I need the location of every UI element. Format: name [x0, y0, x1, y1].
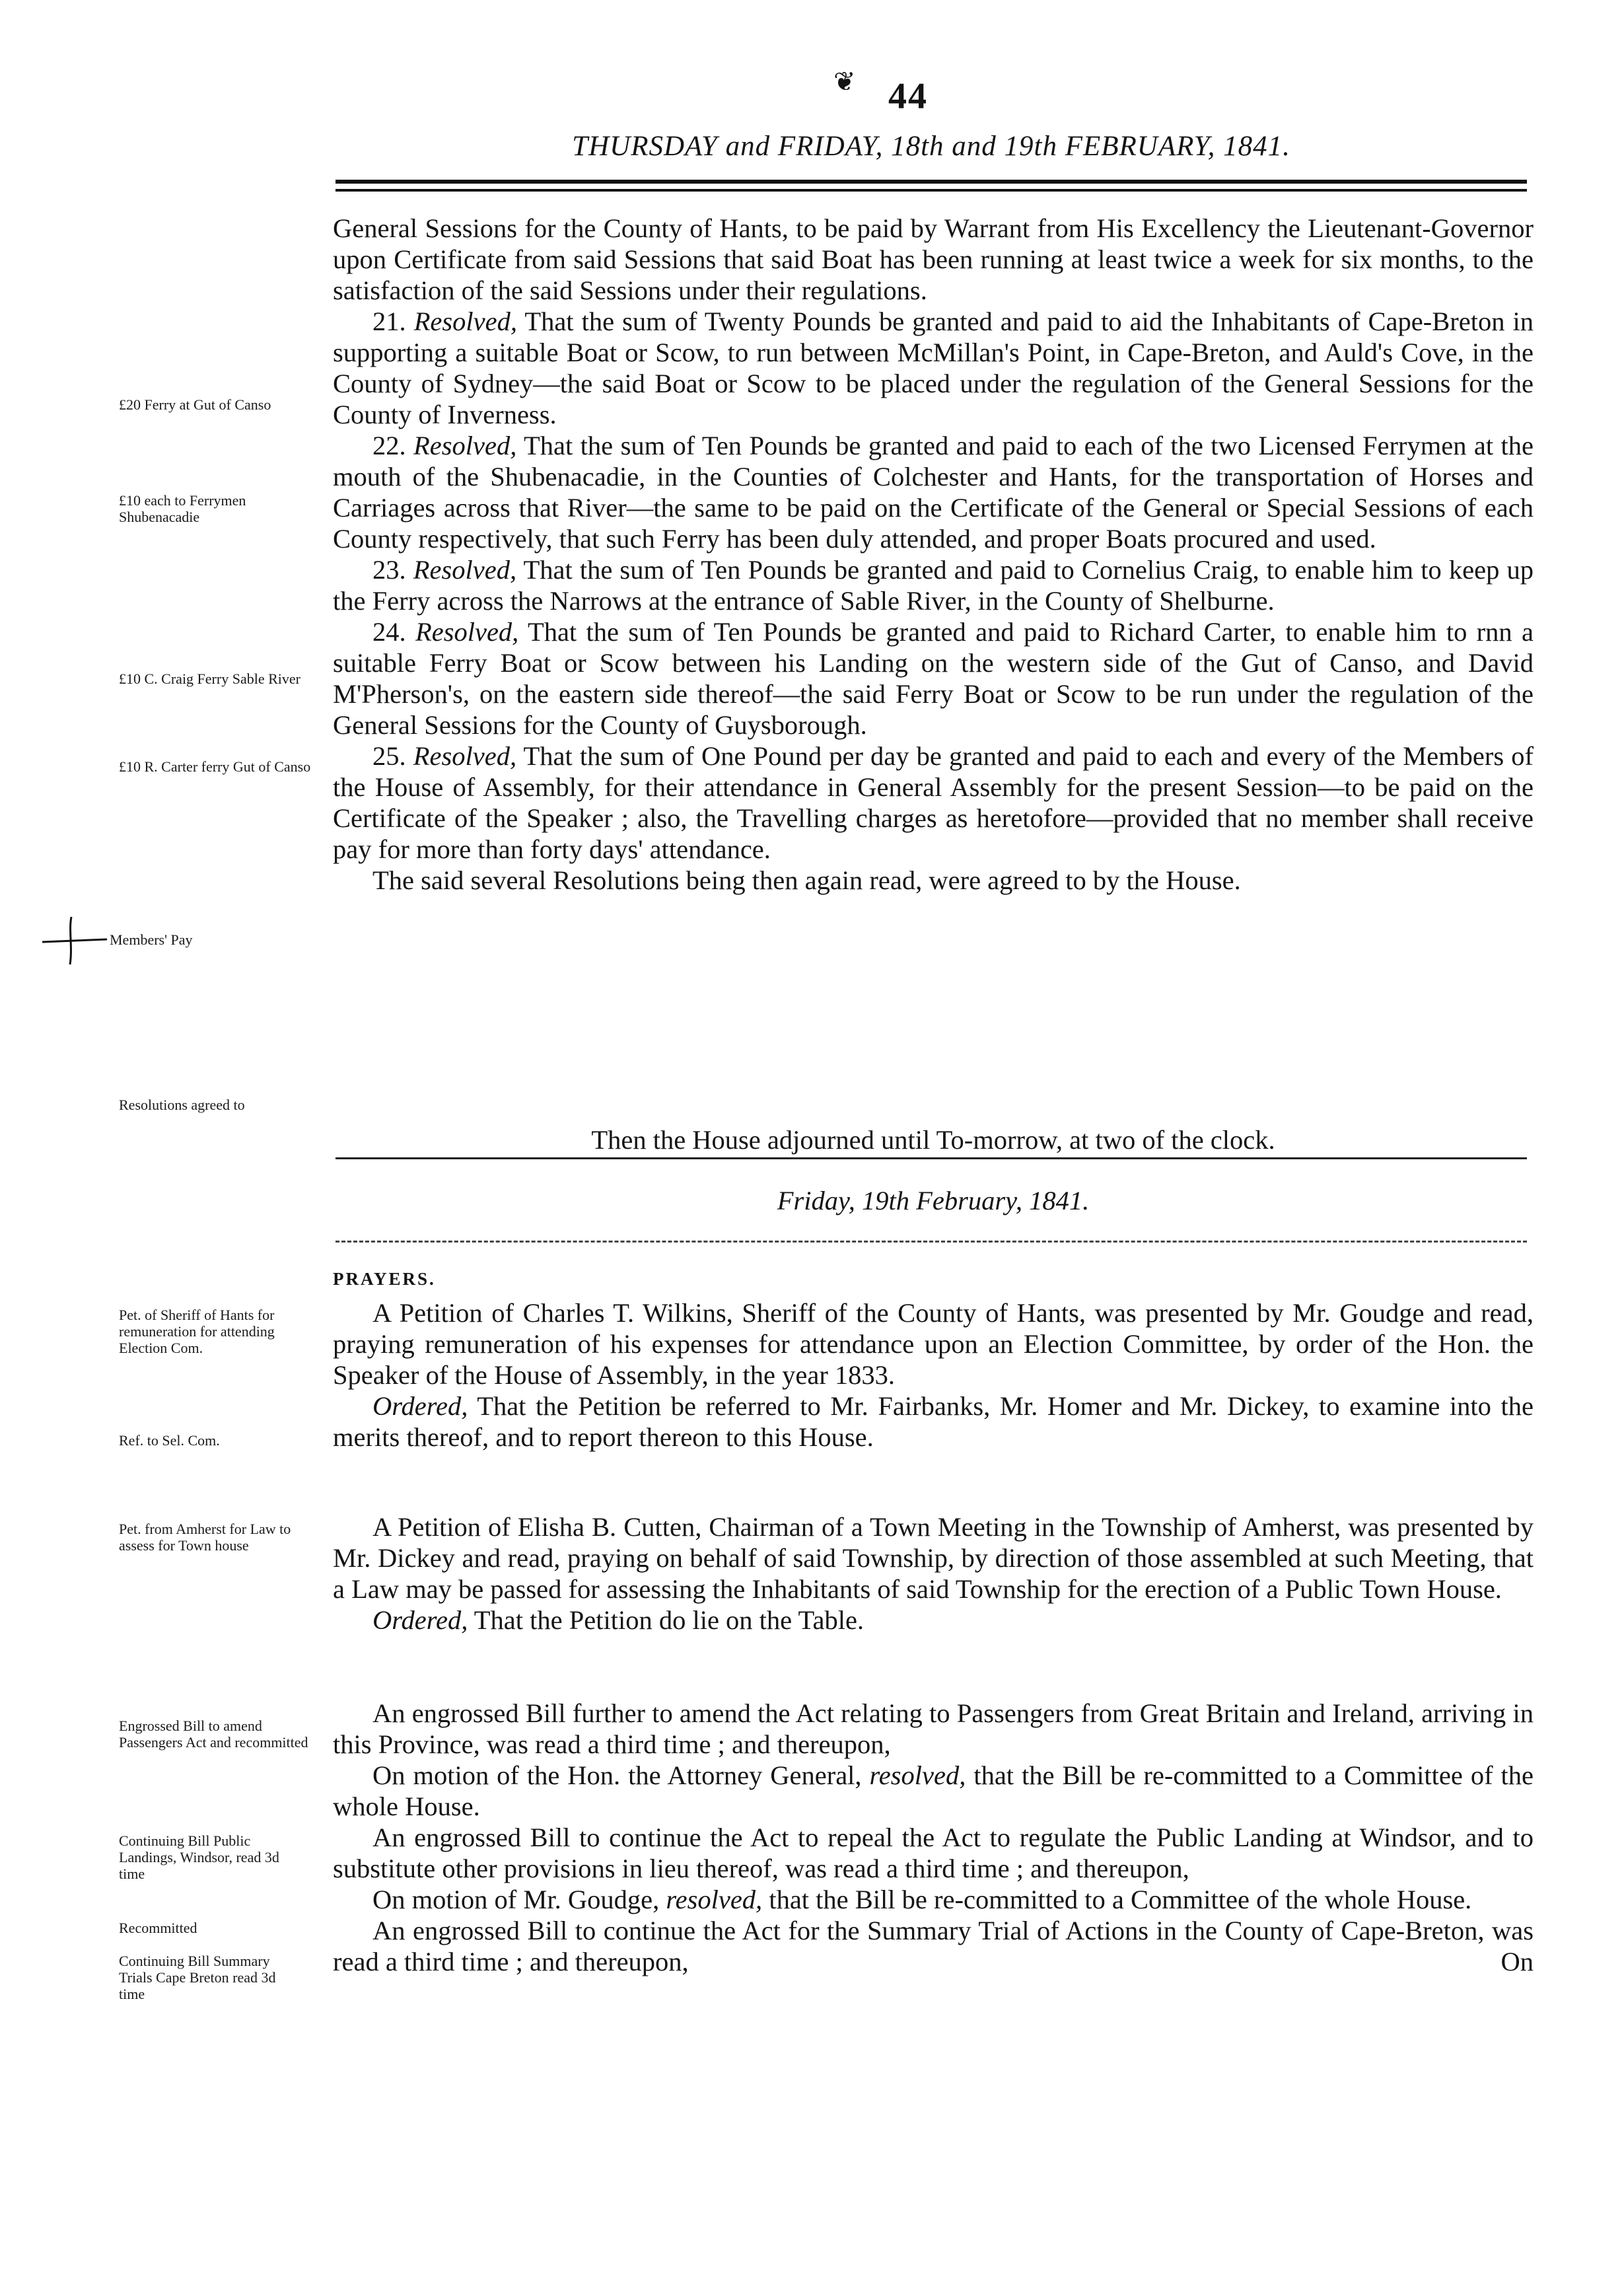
motion-passengers	[333, 1760, 1534, 1822]
ordered-word: Ordered,	[372, 1605, 468, 1635]
motion-text: On motion of the Hon. the Attorney General,	[372, 1760, 862, 1790]
ordered-table	[333, 1605, 1534, 1636]
margin-note-engrossed: Engrossed Bill to amend Passengers Act and recommitted	[119, 1717, 308, 1751]
page-number: 44	[888, 76, 928, 117]
resolutions-block	[333, 213, 1534, 896]
resolved-word: resolved,	[666, 1885, 763, 1914]
resolved-word: Resolved,	[413, 555, 517, 585]
resolved-word: Resolved,	[413, 431, 517, 460]
resolved-word: resolved,	[869, 1760, 966, 1790]
motion-text: that the Bill be re-committed to a Committee of the whole House.	[769, 1885, 1472, 1914]
ordered-text: That the Petition be referred to Mr. Fairbanks, Mr. Homer and Mr. Dickey, to examine into the merits thereof, and to report thereon to this House.	[333, 1391, 1534, 1452]
resolution-text: That the sum of Twenty Pounds be granted and paid to aid the Inhabitants of Cape-Breton in supporting a suitable Boat or Scow, to run between McMillan's Point, in Cape-Breton, and Auld's Cove, in the County of Sydney—the said Boat or Scow to be placed under the regulation of the General Sessions for the County of Inverness.	[333, 307, 1534, 429]
margin-note-recommitted: Recommitted	[119, 1920, 197, 1936]
friday-block-bills	[333, 1698, 1534, 1977]
resolution-text: That the sum of Ten Pounds be granted and paid to each of the two Licensed Ferrymen at the mouth of the Shubenacadie, in the Counties of Colchester and Hants, for the transportation of Horses and Carriages across that River—the same to be paid on the Certificate of the General or Special Sessions of each County respectively, that such Ferry has been duly attended, and proper Boats procured and used.	[333, 431, 1534, 554]
resolution-number: 24.	[372, 617, 406, 647]
margin-note-windsor: Continuing Bill Public Landings, Windsor, read 3d time	[119, 1832, 279, 1882]
petition-wilkins: A Petition of Charles T. Wilkins, Sheriff of the County of Hants, was presented by Mr. Goudge and read, praying remuneration of his expenses for attendance upon an Election Committee, by order of the Hon. the Speaker of the House of Assembly, in the year 1833.	[333, 1298, 1534, 1390]
resolution-number: 22.	[372, 431, 406, 460]
resolution-21	[333, 306, 1534, 430]
header-rule	[335, 180, 1527, 184]
prayers-heading: PRAYERS.	[333, 1269, 436, 1289]
ordered-referral	[333, 1391, 1534, 1453]
bill-capebreton	[333, 1915, 1534, 1977]
resolution-number: 25.	[372, 741, 406, 771]
friday-block-amherst	[333, 1511, 1534, 1636]
ordered-text: That the Petition do lie on the Table.	[474, 1605, 865, 1635]
bill-text: An engrossed Bill to continue the Act for the Summary Trial of Actions in the County of Cape-Breton, was read a third time ; and thereupon,	[333, 1916, 1534, 1976]
adjournment-line: Then the House adjourned until To-morrow, at two of the clock.	[591, 1125, 1275, 1155]
resolved-word: Resolved,	[415, 617, 519, 647]
bill-passengers: An engrossed Bill further to amend the Act relating to Passengers from Great Britain and Ireland, arriving in this Province, was read a third time ; and thereupon,	[333, 1698, 1534, 1759]
petition-cutten: A Petition of Elisha B. Cutten, Chairman of a Town Meeting in the Township of Amherst, was presented by Mr. Dickey and read, praying on behalf of said Township, by direction of those assembled at such Meeting, that a Law may be passed for assessing the Inhabitants of said Township for the erection of a Public Town House.	[333, 1512, 1534, 1604]
resolution-number: 21.	[372, 307, 406, 336]
header-rule-secondary	[335, 189, 1527, 192]
resolution-24	[333, 616, 1534, 741]
resolved-word: Resolved,	[413, 307, 517, 336]
resolution-text: That the sum of Ten Pounds be granted and paid to Richard Carter, to enable him to rnn a suitable Ferry Boat or Scow between his Landing on the western side of the Gut of Canso, and David M'Pherson's, on the eastern side thereof—the said Ferry Boat or Scow to be run under the regulation of the General Sessions for the County of Guysborough.	[333, 617, 1534, 740]
resolution-22	[333, 430, 1534, 554]
margin-note-carter: £10 R. Carter ferry Gut of Canso	[119, 758, 311, 775]
margin-note-shubenacadie: £10 each to Ferrymen Shubenacadie	[119, 492, 246, 525]
resolution-text: That the sum of One Pound per day be granted and paid to each and every of the Members of the House of Assembly, for their attendance in General Assembly for the present Session—to be paid on the Certificate of the Speaker ; also, the Travelling charges as heretofore—provided that no member shall receive pay for more than forty days' attendance.	[333, 741, 1534, 864]
cross-mark-icon	[38, 914, 110, 967]
catchword: On	[1500, 1947, 1534, 1976]
margin-note-canso-ferry: £20 Ferry at Gut of Canso	[119, 396, 271, 413]
ordered-word: Ordered,	[372, 1391, 468, 1421]
margin-note-amherst: Pet. from Amherst for Law to assess for Town house	[119, 1521, 291, 1554]
resolution-number: 23.	[372, 555, 406, 585]
motion-text: On motion of Mr. Goudge,	[372, 1885, 660, 1914]
motion-text: that the Bill be re-committed to a Committee of the whole House.	[333, 1760, 1534, 1821]
resolution-text: That the sum of Ten Pounds be granted and paid to Cornelius Craig, to enable him to keep up the Ferry across the Narrows at the entrance of Sable River, in the County of Shelburne.	[333, 555, 1534, 616]
resolutions-agreed: The said several Resolutions being then again read, were agreed to by the House.	[372, 865, 1241, 895]
paragraph-continuation: General Sessions for the County of Hants, to be paid by Warrant from His Excellency the Lieutenant-Governor upon Certificate from said Sessions that said Boat has been running at least twice a week for six months, to the satisfaction of the said Sessions under their regulations.	[333, 213, 1534, 305]
ornament-glyph: ❦	[833, 67, 856, 96]
friday-block-petitions	[333, 1297, 1534, 1453]
running-head: THURSDAY and FRIDAY, 18th and 19th FEBRUARY, 1841.	[572, 131, 1290, 162]
margin-note-resolutions-agreed: Resolutions agreed to	[119, 1097, 245, 1113]
margin-note-sheriff: Pet. of Sheriff of Hants for remuneration for attending Election Com.	[119, 1307, 275, 1356]
adjournment-rule	[335, 1157, 1527, 1159]
motion-windsor	[333, 1884, 1534, 1915]
resolution-23	[333, 554, 1534, 616]
friday-rule	[335, 1241, 1527, 1243]
margin-note-members-pay: Members' Pay	[110, 931, 193, 948]
resolution-25	[333, 741, 1534, 865]
margin-note-craig: £10 C. Craig Ferry Sable River	[119, 670, 300, 687]
margin-note-ref-sel: Ref. to Sel. Com.	[119, 1432, 220, 1449]
resolved-word: Resolved,	[413, 741, 517, 771]
friday-heading: Friday, 19th February, 1841.	[777, 1186, 1090, 1215]
margin-note-summary: Continuing Bill Summary Trials Cape Breton read 3d time	[119, 1953, 276, 2002]
bill-windsor: An engrossed Bill to continue the Act to repeal the Act to regulate the Public Landing at Windsor, and to substitute other provisions in lieu thereof, was read a third time ; and thereupon,	[333, 1823, 1534, 1883]
